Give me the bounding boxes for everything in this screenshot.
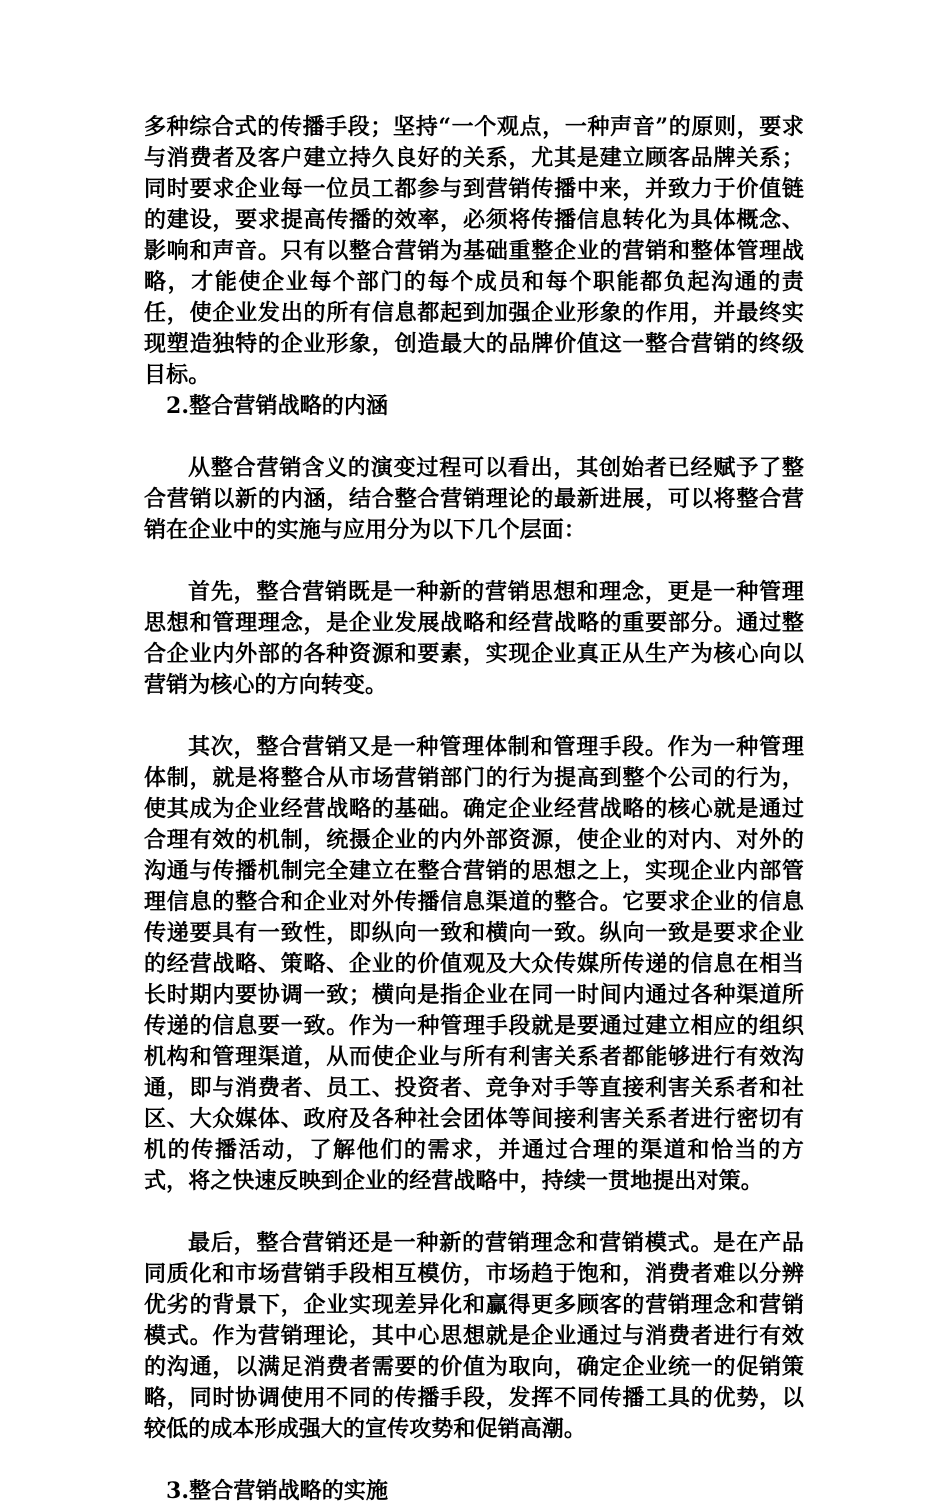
document-page: [144, 112, 804, 1507]
section-heading-3: 3.整合营销战略的实施: [166, 1478, 389, 1504]
paragraph-continuation: 多种综合式的传播手段；坚持“一个观点，一种声音”的原则，要求与消费者及客户建立持久良好的关系，尤其是建立顾客品牌关系；同时要求企业每一位员工都参与到营销传播中来，并致力于价值链的建设，要求提高传播的效率，必须将传播信息转化为具体概念、影响和声音。只有以整合营销为基础重整企业的营销和整体管理战略，才能使企业每个部门的每个成员和每个职能都负起沟通的责任，使企业发出的所有信息都起到加强企业形象的作用，并最终实现塑造独特的企业形象，创造最大的品牌价值这一整合营销的终级目标。: [144, 114, 804, 388]
paragraph-second: 其次，整合营销又是一种管理体制和管理手段。作为一种管理体制，就是将整合从市场营销部门的行为提高到整个公司的行为，使其成为企业经营战略的基础。确定企业经营战略的核心就是通过合理有效的机制，统摄企业的内外部资源，使企业的对内、对外的沟通与传播机制完全建立在整合营销的思想之上，实现企业内部管理信息的整合和企业对外传播信息渠道的整合。它要求企业的信息传递要具有一致性，即纵向一致和横向一致。纵向一致是要求企业的经营战略、策略、企业的价值观及大众传媒所传递的信息在相当长时期内要协调一致；横向是指企业在同一时间内通过各种渠道所传递的信息要一致。作为一种管理手段就是要通过建立相应的组织机构和管理渠道，从而使企业与所有利害关系者都能够进行有效沟通，即与消费者、员工、投资者、竞争对手等直接利害关系者和社区、大众媒体、政府及各种社会团体等间接利害关系者进行密切有机的传播活动，了解他们的需求，并通过合理的渠道和恰当的方式，将之快速反映到企业的经营战略中，持续一贯地提出对策。: [144, 734, 804, 1194]
section-heading-2: 2.整合营销战略的内涵: [166, 393, 389, 419]
paragraph-intro: 从整合营销含义的演变过程可以看出，其创始者已经赋予了整合营销以新的内涵，结合整合营销理论的最新进展，可以将整合营销在企业中的实施与应用分为以下几个层面：: [144, 455, 804, 543]
paragraph-first: 首先，整合营销既是一种新的营销思想和理念，更是一种管理思想和管理理念，是企业发展战略和经营战略的重要部分。通过整合企业内外部的各种资源和要素，实现企业真正从生产为核心向以营销为核心的方向转变。: [144, 579, 804, 698]
paragraph-last: 最后，整合营销还是一种新的营销理念和营销模式。是在产品同质化和市场营销手段相互模仿，市场趋于饱和，消费者难以分辨优劣的背景下，企业实现差异化和赢得更多顾客的营销理念和营销模式。作为营销理论，其中心思想就是企业通过与消费者进行有效的沟通，以满足消费者需要的价值为取向，确定企业统一的促销策略，同时协调使用不同的传播手段，发挥不同传播工具的优势，以较低的成本形成强大的宣传攻势和促销高潮。: [144, 1230, 804, 1442]
